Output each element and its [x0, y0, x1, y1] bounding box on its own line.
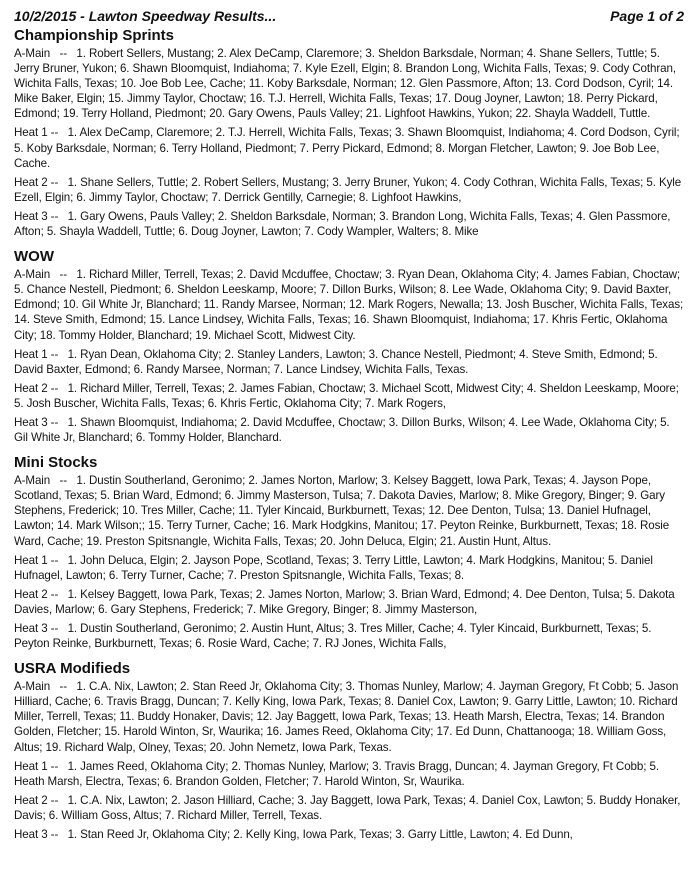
- race-results: 1. Ryan Dean, Oklahoma City; 2. Stanley Landers, Lawton; 3. Chance Nestell, Piedmont; 4. Steve Smith, Edmond; 5. David Baxter, Edmond; 6. Randy Marsee, Norman; 7. Lance Lindsey, Wichita Falls, Texas.: [14, 347, 658, 376]
- race-heat-1: [14, 125, 686, 170]
- section-mini-stocks: [14, 453, 686, 651]
- section-title: USRA Modifieds: [14, 660, 131, 678]
- race-results: 1. C.A. Nix, Lawton; 2. Jason Hilliard, Cache; 3. Jay Baggett, Iowa Park, Texas; 4. Daniel Cox, Lawton; 5. Buddy Honaker, Davis; 6. William Goss, Altus; 7. Richard Miller, Terrell, Texas.: [14, 793, 681, 822]
- race-label: Heat 1 --: [14, 347, 68, 361]
- race-results: 1. Gary Owens, Pauls Valley; 2. Sheldon Barksdale, Norman; 3. Brandon Long, Wichita Falls, Texas; 4. Glen Passmore, Afton; 5. Shayla Waddell, Tuttle; 6. Doug Joyner, Lawton; 7. Cody Wampler, Walters; 8. Mike: [14, 209, 671, 239]
- race-heat-2: [14, 381, 686, 411]
- race-label: Heat 2 --: [14, 175, 68, 189]
- section-championship-sprints: [14, 26, 686, 239]
- race-a-main: [14, 267, 686, 342]
- results-content: [14, 26, 686, 850]
- race-results: 1. Dustin Southerland, Geronimo; 2. James Norton, Marlow; 3. Kelsey Baggett, Iowa Park, Texas; 4. Jayson Pope, Scotland, Texas; 5. Brian Ward, Edmond; 6. Jimmy Masterson, Tulsa; 7. Dakota Davies, Marlow; 8. Mike Gregory, Binger; 9. Gary Stephens, Frederick; 10. Tres Miller, Cache; 11. Tyler Kincaid, Burkburnett, Texas; 12. Dee Denton, Tulsa; 13. Daniel Hufnagel, Lawton; 14. Mark Wilson;; 15. Terry Turner, Cache; 16. Mark Hodgkins, Manitou; 17. Peyton Reinke, Burkburnett, Texas; 18. Rosie Ward, Cache; 19. Preston Spitsnangle, Wichita Falls, Texas; 20. John Deluca, Elgin; 21. Austin Hunt, Altus.: [14, 474, 670, 548]
- race-results: 1. Dustin Southerland, Geronimo; 2. Austin Hunt, Altus; 3. Tres Miller, Cache; 4. Tyler Kincaid, Burkburnett, Texas; 5. Peyton Reinke, Burkburnett, Texas; 6. Rosie Ward, Cache; 7. RJ Jones, Wichita Falls,: [14, 622, 652, 651]
- race-label: A-Main --: [14, 47, 77, 60]
- page-header: [14, 6, 686, 26]
- race-label: Heat 1 --: [14, 126, 68, 140]
- race-results: 1. John Deluca, Elgin; 2. Jayson Pope, Scotland, Texas; 3. Terry Little, Lawton; 4. Mark Hodgkins, Manitou; 5. Daniel Hufnagel, Lawton; 6. Terry Turner, Cache; 7. Preston Spitsnangle, Wichita Falls, Texas; 8.: [14, 553, 653, 582]
- section-usra-modifieds: [14, 659, 686, 842]
- race-a-main: [14, 46, 686, 121]
- race-results: 1. C.A. Nix, Lawton; 2. Stan Reed Jr, Oklahoma City; 3. Thomas Nunley, Marlow; 4. Jayman Gregory, Ft Cobb; 5. Jason Hilliard, Cache; 6. Travis Bragg, Duncan; 7. Kelly King, Iowa Park, Texas; 8. Daniel Cox, Lawton; 9. Garry Little, Lawton; 10. Richard Miller, Terrell, Texas; 11. Buddy Honaker, Davis; 12. Jay Baggett, Iowa Park, Texas; 13. Heath Marsh, Electra, Texas; 14. Brandon Golden, Fletcher; 15. Harold Winton, Sr, Waurika; 16. James Reed, Oklahoma City; 17. Ed Dunn, Chattanooga; 18. William Goss, Altus; 19. Richard Walp, Olney, Texas; 20. John Nemetz, Iowa Park, Texas.: [14, 680, 679, 754]
- page-number: Page 1 of 2: [610, 8, 684, 24]
- race-label: Heat 3 --: [14, 209, 68, 223]
- race-heat-1: [14, 553, 686, 583]
- race-results: 1. Richard Miller, Terrell, Texas; 2. James Fabian, Choctaw; 3. Michael Scott, Midwest City; 4. Sheldon Leeskamp, Moore; 5. Josh Buscher, Wichita Falls, Texas; 6. Khris Fertic, Oklahoma City; 7. Mark Rogers,: [14, 381, 679, 410]
- race-label: Heat 2 --: [14, 587, 68, 601]
- race-heat-3: [14, 621, 686, 651]
- race-label: Heat 1 --: [14, 759, 68, 773]
- race-a-main: [14, 679, 686, 754]
- race-label: A-Main --: [14, 268, 77, 282]
- race-results: 1. Kelsey Baggett, Iowa Park, Texas; 2. James Norton, Marlow; 3. Brian Ward, Edmond; 4. Dee Denton, Tulsa; 5. Dakota Davies, Marlow; 6. Gary Stephens, Frederick; 7. Mike Gregory, Binger; 8. Jimmy Masterson,: [14, 587, 675, 616]
- race-label: Heat 3 --: [14, 622, 68, 635]
- race-heat-1: [14, 759, 686, 789]
- race-label: A-Main --: [14, 680, 77, 694]
- race-heat-3: [14, 827, 686, 842]
- race-label: Heat 3 --: [14, 415, 68, 429]
- race-results: 1. Alex DeCamp, Claremore; 2. T.J. Herrell, Wichita Falls, Texas; 3. Shawn Bloomquist, Indiahoma; 4. Cord Dodson, Cyril; 5. Koby Barksdale, Norman; 6. Terry Holland, Piedmont; 7. Perry Pickard, Edmond; 8. Morgan Fletcher, Lawton; 9. Joe Bob Lee, Cache.: [14, 126, 680, 170]
- race-label: A-Main --: [14, 474, 77, 488]
- race-label: Heat 2 --: [14, 381, 68, 395]
- race-heat-3: [14, 209, 686, 239]
- race-heat-3: [14, 415, 686, 445]
- race-a-main: [14, 473, 686, 548]
- race-heat-2: [14, 587, 686, 617]
- section-title: Championship Sprints: [14, 27, 175, 44]
- race-heat-2: [14, 175, 686, 205]
- race-label: Heat 2 --: [14, 793, 68, 807]
- race-results: 1. Richard Miller, Terrell, Texas; 2. David Mcduffee, Choctaw; 3. Ryan Dean, Oklahoma City; 4. James Fabian, Choctaw; 5. Chance Nestell, Piedmont; 6. Sheldon Leeskamp, Moore; 7. Dillon Burks, Wilson; 8. Lee Wade, Oklahoma City; 9. David Baxter, Edmond; 10. Gil White Jr, Blanchard; 11. Randy Marsee, Norman; 12. Mark Rogers, Newalla; 13. Josh Buscher, Wichita Falls, Texas; 14. Steve Smith, Edmond; 15. Lance Lindsey, Wichita Falls, Texas; 16. Shawn Bloomquist, Indiahoma; 17. Khris Fertic, Oklahoma City; 18. Tommy Holder, Blanchard; 19. Michael Scott, Midwest City.: [14, 268, 684, 342]
- race-results: 1. Robert Sellers, Mustang; 2. Alex DeCamp, Claremore; 3. Sheldon Barksdale, Norman; 4. Shane Sellers, Tuttle; 5. Jerry Bruner, Yukon; 6. Shawn Bloomquist, Indiahoma; 7. Kyle Ezell, Elgin; 8. Brandon Long, Wichita Falls, Texas; 9. Cody Cothran, Wichita Falls, Texas; 10. Joe Bob Lee, Cache; 11. Koby Barksdale, Norman; 12. Glen Passmore, Afton; 13. Cord Dodson, Cyril; 14. Mike Baker, Elgin; 15. Jimmy Taylor, Choctaw; 16. T.J. Herrell, Wichita Falls, Texas; 17. Doug Joyner, Lawton; 18. Perry Pickard, Edmond; 19. Terry Holland, Piedmont; 20. Gary Owens, Pauls Valley; 21. Lighfoot Hawkins, Yukon; 22. Shayla Waddell, Tuttle.: [14, 47, 676, 121]
- race-results: 1. Stan Reed Jr, Oklahoma City; 2. Kelly King, Iowa Park, Texas; 3. Garry Little, Lawton; 4. Ed Dunn,: [67, 828, 573, 842]
- section-title: WOW: [14, 248, 54, 266]
- document-title: 10/2/2015 - Lawton Speedway Results...: [14, 8, 277, 24]
- race-label: Heat 3 --: [14, 828, 68, 842]
- section-wow: [14, 247, 686, 445]
- race-heat-2: [14, 793, 686, 823]
- race-heat-1: [14, 347, 686, 377]
- section-title: Mini Stocks: [14, 454, 98, 472]
- race-results: 1. James Reed, Oklahoma City; 2. Thomas Nunley, Marlow; 3. Travis Bragg, Duncan; 4. Jayman Gregory, Ft Cobb; 5. Heath Marsh, Electra, Texas; 6. Brandon Golden, Fletcher; 7. Harold Winton, Sr, Waurika.: [14, 759, 659, 788]
- race-results: 1. Shawn Bloomquist, Indiahoma; 2. David Mcduffee, Choctaw; 3. Dillon Burks, Wilson; 4. Lee Wade, Oklahoma City; 5. Gil White Jr, Blanchard; 6. Tommy Holder, Blanchard.: [14, 415, 670, 445]
- race-label: Heat 1 --: [14, 553, 68, 567]
- race-results: 1. Shane Sellers, Tuttle; 2. Robert Sellers, Mustang; 3. Jerry Bruner, Yukon; 4. Cody Cothran, Wichita Falls, Texas; 5. Kyle Ezell, Elgin; 6. Jimmy Taylor, Choctaw; 7. Derrick Gentilly, Carnegie; 8. Lighfoot Hawkins,: [14, 175, 682, 204]
